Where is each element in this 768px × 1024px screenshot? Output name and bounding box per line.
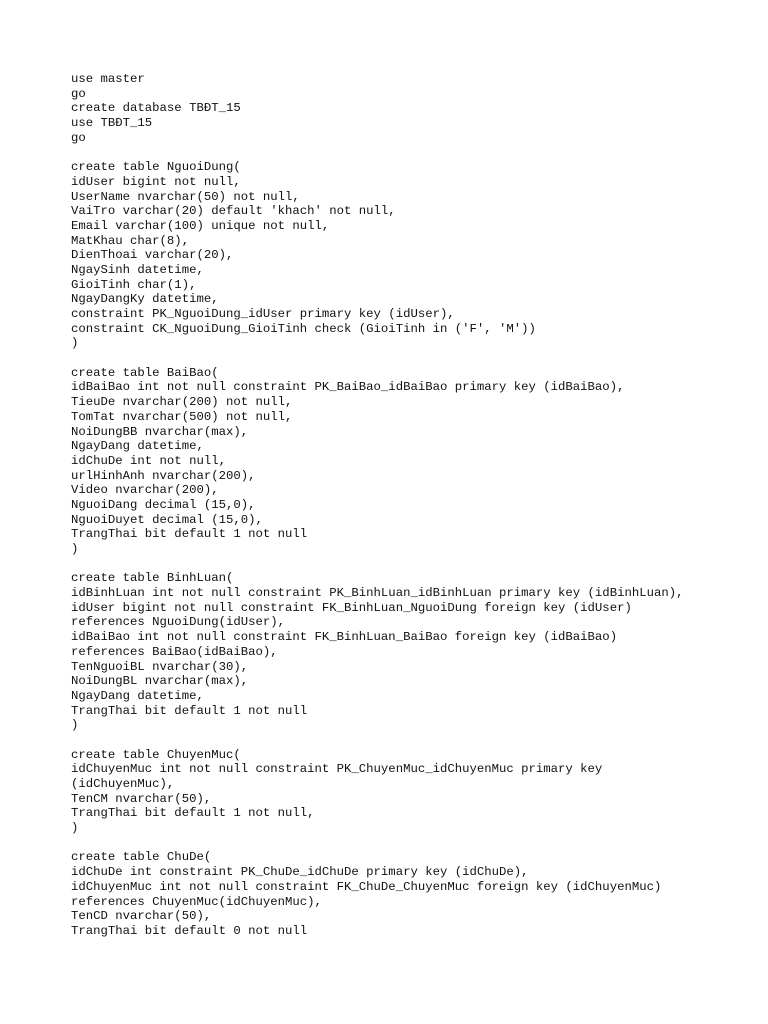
code-line: MatKhau char(8),: [71, 233, 190, 248]
code-line: idChuyenMuc int not null constraint PK_ChuyenMuc_idChuyenMuc primary key: [71, 762, 603, 777]
code-line: TenCM nvarchar(50),: [71, 791, 212, 806]
code-line: (idChuyenMuc),: [71, 777, 175, 791]
code-line: NgaySinh datetime,: [71, 262, 204, 277]
code-line: create table BinhLuan(: [71, 571, 234, 586]
code-line: NgayDang datetime,: [71, 688, 204, 703]
code-line: create table BaiBao(: [71, 365, 219, 380]
code-line: NguoiDuyet decimal (15,0),: [71, 512, 263, 527]
code-line: create table NguoiDung(: [71, 160, 241, 175]
code-line: go: [71, 86, 86, 101]
code-line: idUser bigint not null,: [71, 174, 241, 189]
code-line: NoiDungBL nvarchar(max),: [71, 674, 249, 689]
code-line: idUser bigint not null constraint FK_BinhLuan_NguoiDung foreign key (idUser): [71, 600, 632, 615]
code-line: NgayDangKy datetime,: [71, 292, 219, 307]
code-line: GioiTinh char(1),: [71, 277, 197, 292]
code-line: ): [71, 336, 79, 351]
code-line: references NguoiDung(idUser),: [71, 615, 286, 630]
code-line: idBinhLuan int not null constraint PK_BinhLuan_idBinhLuan primary key (idBinhLuan),: [71, 586, 684, 601]
code-line: UserName nvarchar(50) not null,: [71, 189, 300, 204]
code-line: TenCD nvarchar(50),: [71, 909, 212, 924]
code-line: VaiTro varchar(20) default 'khach' not null,: [71, 204, 396, 219]
code-line: idBaiBao int not null constraint FK_BinhLuan_BaiBao foreign key (idBaiBao): [71, 630, 618, 645]
code-line: DienThoai varchar(20),: [71, 248, 234, 263]
code-block-chude: [71, 850, 751, 938]
code-block-nguoidung: [71, 160, 751, 351]
code-line: references BaiBao(idBaiBao),: [71, 644, 278, 659]
code-line: TrangThai bit default 0 not null: [71, 923, 308, 938]
code-line: constraint PK_NguoiDung_idUser primary key (idUser),: [71, 307, 455, 321]
code-block-binhluan: [71, 571, 751, 733]
code-line: use TBĐT_15: [71, 116, 153, 131]
code-line: idChuyenMuc int not null constraint FK_ChuDe_ChuyenMuc foreign key (idChuyenMuc): [71, 879, 662, 894]
code-line: Email varchar(100) unique not null,: [71, 218, 330, 233]
code-line: Video nvarchar(200),: [71, 483, 219, 498]
code-block-baibao: [71, 366, 751, 557]
code-line: TieuDe nvarchar(200) not null,: [71, 395, 293, 410]
code-line: use master: [71, 72, 145, 86]
code-line: NguoiDang decimal (15,0),: [71, 497, 256, 512]
code-line: TrangThai bit default 1 not null,: [71, 806, 315, 821]
code-line: ): [71, 821, 79, 836]
code-line: idBaiBao int not null constraint PK_BaiBao_idBaiBao primary key (idBaiBao),: [71, 380, 625, 395]
code-line: create table ChuDe(: [71, 850, 212, 865]
code-line: urlHinhAnh nvarchar(200),: [71, 468, 256, 483]
sql-code: [71, 72, 751, 939]
code-line: idChuDe int constraint PK_ChuDe_idChuDe primary key (idChuDe),: [71, 865, 529, 880]
code-line: TrangThai bit default 1 not null: [71, 703, 308, 718]
code-line: NoiDungBB nvarchar(max),: [71, 424, 249, 439]
code-line: references ChuyenMuc(idChuyenMuc),: [71, 894, 322, 909]
code-line: TomTat nvarchar(500) not null,: [71, 409, 293, 424]
code-block-chuyenmuc: [71, 748, 751, 836]
code-line: ): [71, 718, 79, 733]
code-line: NgayDang datetime,: [71, 439, 204, 454]
code-line: create table ChuyenMuc(: [71, 747, 241, 762]
code-line: go: [71, 130, 86, 145]
code-line: TrangThai bit default 1 not null: [71, 527, 308, 542]
code-line: idChuDe int not null,: [71, 453, 226, 468]
code-block-setup: [71, 72, 751, 145]
code-line: TenNguoiBL nvarchar(30),: [71, 659, 249, 674]
code-line: create database TBĐT_15: [71, 101, 241, 116]
code-line: constraint CK_NguoiDung_GioiTinh check (GioiTinh in ('F', 'M')): [71, 321, 536, 336]
code-line: ): [71, 542, 79, 556]
